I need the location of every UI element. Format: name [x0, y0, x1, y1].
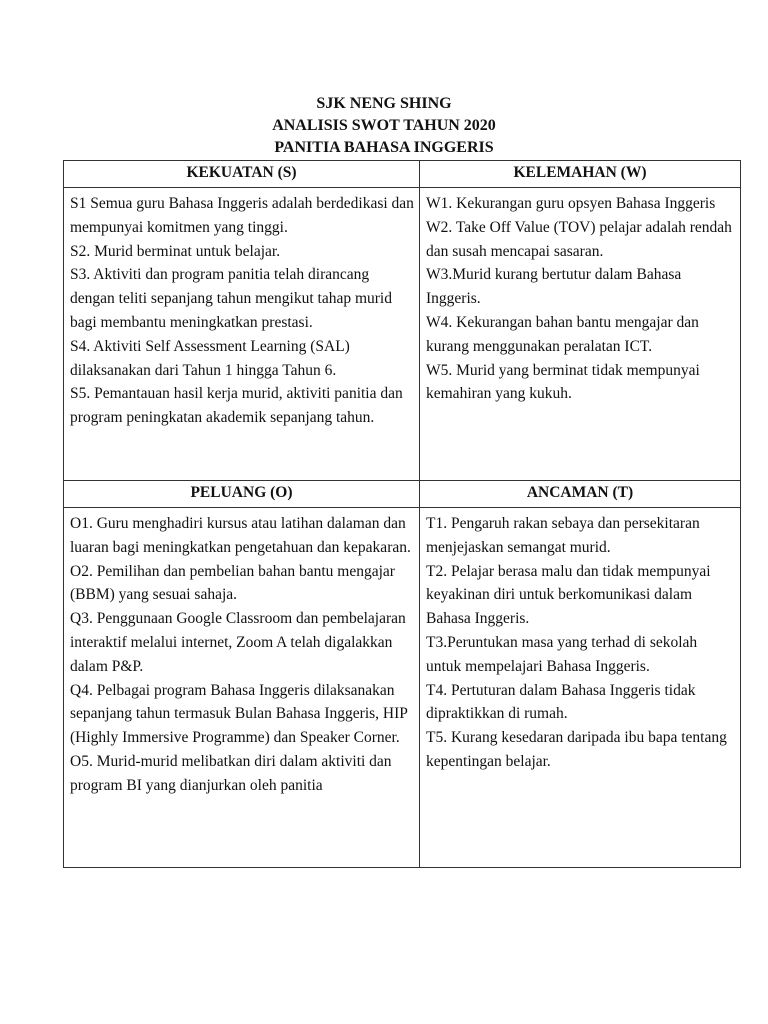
threat-item: T5. Kurang kesedaran daripada ibu bapa tentang kepentingan belajar. [426, 729, 727, 770]
weaknesses-cell [420, 188, 741, 481]
panel-name: PANITIA BAHASA INGGERIS [274, 139, 494, 156]
threat-item: T2. Pelajar berasa malu dan tidak mempunyai keyakinan diri untuk berkomunikasi dalam Bahasa Inggeris. [426, 562, 711, 628]
opportunities-heading: PELUANG (O) [64, 481, 420, 508]
opportunities-cell [64, 508, 420, 868]
opportunity-item: O2. Pemilihan dan pembelian bahan bantu mengajar (BBM) yang sesuai sahaja. [70, 562, 395, 604]
threat-item: T3.Peruntukan masa yang terhad di sekolah untuk mempelajari Bahasa Inggeris. [426, 633, 698, 675]
threat-item: T1. Pengaruh rakan sebaya dan persekitaran menjejaskan semangat murid. [426, 515, 700, 556]
swot-table [63, 160, 741, 868]
opportunity-item: Q3. Penggunaan Google Classroom dan pembelajaran interaktif melalui internet, Zoom A telah digalakkan dalam P&P. [70, 610, 406, 675]
weaknesses-heading: KELEMAHAN (W) [420, 161, 741, 188]
opportunity-item: O5. Murid-murid melibatkan diri dalam aktiviti dan program BI yang dianjurkan oleh panitia [70, 752, 392, 794]
school-name: SJK NENG SHING [316, 95, 452, 112]
strengths-heading: KEKUATAN (S) [64, 161, 420, 188]
content-row-top [64, 188, 741, 481]
content-row-bottom [64, 508, 741, 868]
weakness-item: W2. Take Off Value (TOV) pelajar adalah rendah dan susah mencapai sasaran. [426, 218, 732, 260]
threat-item: T4. Pertuturan dalam Bahasa Inggeris tidak dipraktikkan di rumah. [426, 681, 696, 723]
weakness-item: W4. Kekurangan bahan bantu mengajar dan kurang menggunakan peralatan ICT. [426, 313, 699, 355]
weakness-item: W5. Murid yang berminat tidak mempunyai kemahiran yang kukuh. [426, 361, 700, 403]
threats-cell [420, 508, 741, 868]
strength-item: S2. Murid berminat untuk belajar. [70, 242, 281, 260]
document-title [0, 93, 768, 159]
weakness-item: W3.Murid kurang bertutur dalam Bahasa Inggeris. [426, 266, 682, 308]
analysis-title: ANALISIS SWOT TAHUN 2020 [272, 117, 496, 134]
strength-item: S3. Aktiviti dan program panitia telah dirancang dengan teliti sepanjang tahun mengikut tahap murid bagi membantu meningkatkan prestasi. [70, 266, 392, 331]
opportunity-item: Q4. Pelbagai program Bahasa Inggeris dilaksanakan sepanjang tahun termasuk Bulan Bahasa Inggeris, HIP (Highly Immersive Programme) dan Speaker Corner. [70, 681, 408, 747]
strengths-cell [64, 188, 420, 481]
opportunity-item: O1. Guru menghadiri kursus atau latihan dalaman dan luaran bagi meningkatkan pengetahuan dan kepakaran. [70, 515, 411, 556]
header-row-bottom [64, 481, 741, 508]
header-row-top [64, 161, 741, 188]
threats-heading: ANCAMAN (T) [420, 481, 741, 508]
weakness-item: W1. Kekurangan guru opsyen Bahasa Inggeris [426, 195, 716, 212]
strength-item: S4. Aktiviti Self Assessment Learning (SAL) dilaksanakan dari Tahun 1 hingga Tahun 6. [70, 337, 350, 379]
strength-item: S1 Semua guru Bahasa Inggeris adalah berdedikasi dan mempunyai komitmen yang tinggi. [70, 195, 414, 236]
strength-item: S5. Pemantauan hasil kerja murid, aktiviti panitia dan program peningkatan akademik sepanjang tahun. [70, 385, 403, 427]
